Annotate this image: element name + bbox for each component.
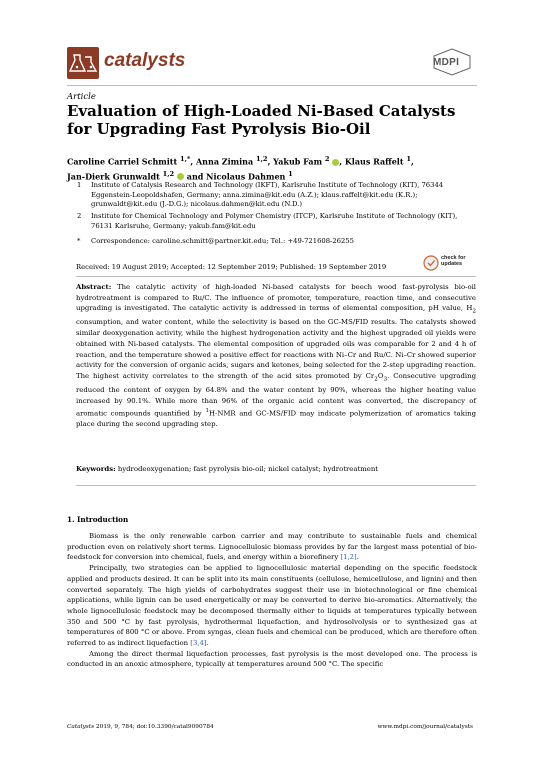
paragraph xyxy=(67,649,477,670)
affiliation-mark: * xyxy=(77,237,81,245)
citation-link[interactable]: [1,2] xyxy=(340,553,357,562)
author-name[interactable]: , Klaus Raffelt xyxy=(339,156,404,167)
author-name[interactable]: Caroline Carriel Schmitt xyxy=(67,156,178,167)
article-type: Article xyxy=(67,92,96,102)
footer-url[interactable]: www.mdpi.com/journal/catalysts xyxy=(377,724,473,730)
orcid-icon[interactable] xyxy=(177,173,184,180)
publication-dates: Received: 19 August 2019; Accepted: 12 September 2019; Published: 19 September 2019 xyxy=(76,263,387,271)
journal-name[interactable]: catalysts xyxy=(104,50,186,71)
publisher-name: MDPI xyxy=(433,57,460,68)
abstract-text: . Consecutive upgrading reduced the content of oxygen by 64.8% and the water content by 90%, whereas the higher heating value increased by 90.1%. While more than 96% of the organic acid content was converted, the discrepancy of aromatic compounds quantified by xyxy=(76,372,476,418)
affiliation-mark: 1 xyxy=(77,181,82,189)
section-heading: 1. Introduction xyxy=(67,515,129,524)
author-sup: 1,* xyxy=(179,155,191,163)
keywords-text: hydrodeoxygenation; fast pyrolysis bio-oil; nickel catalyst; hydrotreatment xyxy=(115,465,379,473)
superscript: 1 xyxy=(205,408,209,415)
check-line2: updates xyxy=(441,261,463,267)
author-sup: 1 xyxy=(406,155,411,163)
journal-logo-icon xyxy=(67,47,99,79)
citation-link[interactable]: [3,4] xyxy=(190,639,207,648)
paragraph-text: . xyxy=(356,553,359,562)
author-name[interactable]: Jan-Dierk Grunwaldt xyxy=(67,171,160,182)
check-line1: check for xyxy=(441,255,466,261)
abstract-text: H-NMR and GC-MS/FID may indicate polymerization of aromatics taking place during the second upgrading step. xyxy=(76,409,477,429)
subscript: 2 xyxy=(374,376,378,383)
footer-journal: Catalysts xyxy=(67,724,95,730)
affiliation-text: Institute for Chemical Technology and Polymer Chemistry (ITCP), Karlsruhe Institute of Technology (KIT), 76131 Karlsruhe, Germany; yakub.fam@kit.edu xyxy=(91,212,458,230)
subscript: 2 xyxy=(472,308,476,315)
author-sup: 2 xyxy=(324,155,330,163)
author-name[interactable]: and Nicolaus Dahmen xyxy=(183,171,286,182)
abstract-text: The catalytic activity of high-loaded Ni-based catalysts for beech wood fast-pyrolysis bio-oil hydrotreatment is compared to Ru/C. The influence of promoter, temperature, reaction time, and consecutive upgrading is investigated. The catalytic activity is addressed in terms of elemental composition, pH value, H xyxy=(76,283,476,313)
affiliation-mark: 2 xyxy=(77,212,82,220)
author-sup: 1,2 xyxy=(162,169,175,178)
paragraph-text: Biomass is the only renewable carbon carrier and may contribute to sustainable fuels and chemical production even on relatively short terms. Lignocellulosic biomass provides by far the largest mass potential of bio-feedstock for conversion into chemical, fuels, and energy within a biorefinery xyxy=(67,532,477,562)
abstract-text: consumption, and water content, while the selectivity is based on the GC-MS/FID results. The catalysts showed similar deoxygenation activity, while the highest hydrogenation activity and the highest upgraded oil yields were obtained with Ni-based catalysts. The elemental composition of upgraded oils was comparable for 2 and 4 h of reaction, and the temperature showed a positive effect for reactions with Ni–Cr and Ru/C. Ni–Cr showed superior activity for the conversion of organic acids, sugars and ketones, being selected for the 2-step upgrading reaction. The highest activity correlates to the strength of the acid sites promoted by Cr xyxy=(76,318,476,380)
abstract-divider-top xyxy=(76,276,476,277)
keywords xyxy=(76,465,476,473)
author-sup: 1,2 xyxy=(255,155,268,163)
subscript: 3 xyxy=(383,376,388,383)
abstract xyxy=(76,282,476,430)
header-divider xyxy=(67,85,477,86)
body-text xyxy=(67,531,477,670)
footer-doi[interactable]: 2019, 9, 784; doi:10.3390/catal9090784 xyxy=(94,724,214,730)
author-list: Caroline Carriel Schmitt $^{1,*}$, Anna Zimina $^{1,2}$, Yakub Fam $^2$ , Klaus Raffelt $^1$, Jan-Dierk Grunwaldt $^{1,2}$ and Nicolaus Dahmen $^1$ xyxy=(67,155,414,182)
check-for-updates-label[interactable] xyxy=(441,255,465,267)
paragraph-text: Principally, two strategies can be applied to lignocellulosic material depending on the specific feedstock applied and products desired. It can be split into its main constituents (cellulose, hemicellulose, and lignin) and then converted separately. The high yields of carbohydrates suggest their use in biotechnological or fine chemical applications, while lignin can be used energetically or may be converted to derive bio-aromatics. Alternatively, the whole lignocellulosic feedstock may be decomposed thermally either to liquids at temperatures typically between 350 and 500 °C by fast pyrolysis, hydrothermal liquefaction, and hydrosolvolysis or to synthesized gas at temperatures of 800 °C or above. From syngas, clean fuels and chemical can be produced, which are therefore often referred to as indirect liquefaction xyxy=(67,564,477,648)
author-name[interactable]: , Yakub Fam xyxy=(267,156,323,167)
paragraph-text: Among the direct thermal liquefaction processes, fast pyrolysis is the most developed one. The process is conducted in an anoxic atmosphere, typically at temperatures around 500 °C. The specific xyxy=(67,649,477,669)
paragraph xyxy=(67,531,477,563)
abstract-divider-bottom xyxy=(76,485,476,486)
paragraph xyxy=(67,563,477,649)
abstract-text: O xyxy=(377,372,384,380)
keywords-label: Keywords: xyxy=(76,465,116,473)
affiliation-text: Correspondence: caroline.schmitt@partner.kit.edu; Tel.: +49-721608-26255 xyxy=(91,237,354,245)
abstract-label: Abstract: xyxy=(76,283,112,291)
author-name[interactable]: , Anna Zimina xyxy=(190,156,254,167)
footer-citation xyxy=(67,724,214,730)
affiliation-text: Institute of Catalysis Research and Technology (IKFT), Karlsruhe Institute of Technology (KIT), 76344 Eggenstein-Leopoldshafen, Germany; anna.zimina@kit.edu (A.Z.); klaus.raffelt@kit.edu (K.R.); grunwaldt@kit.edu (J.-D.G.); nicolaus.dahmen@kit.edu (N.D.) xyxy=(91,181,444,209)
paragraph-text: . xyxy=(206,639,209,648)
author-sup: 1 xyxy=(288,169,293,178)
paper-title: Evaluation of High-Loaded Ni-Based Catalysts for Upgrading Fast Pyrolysis Bio-Oil xyxy=(67,102,456,138)
